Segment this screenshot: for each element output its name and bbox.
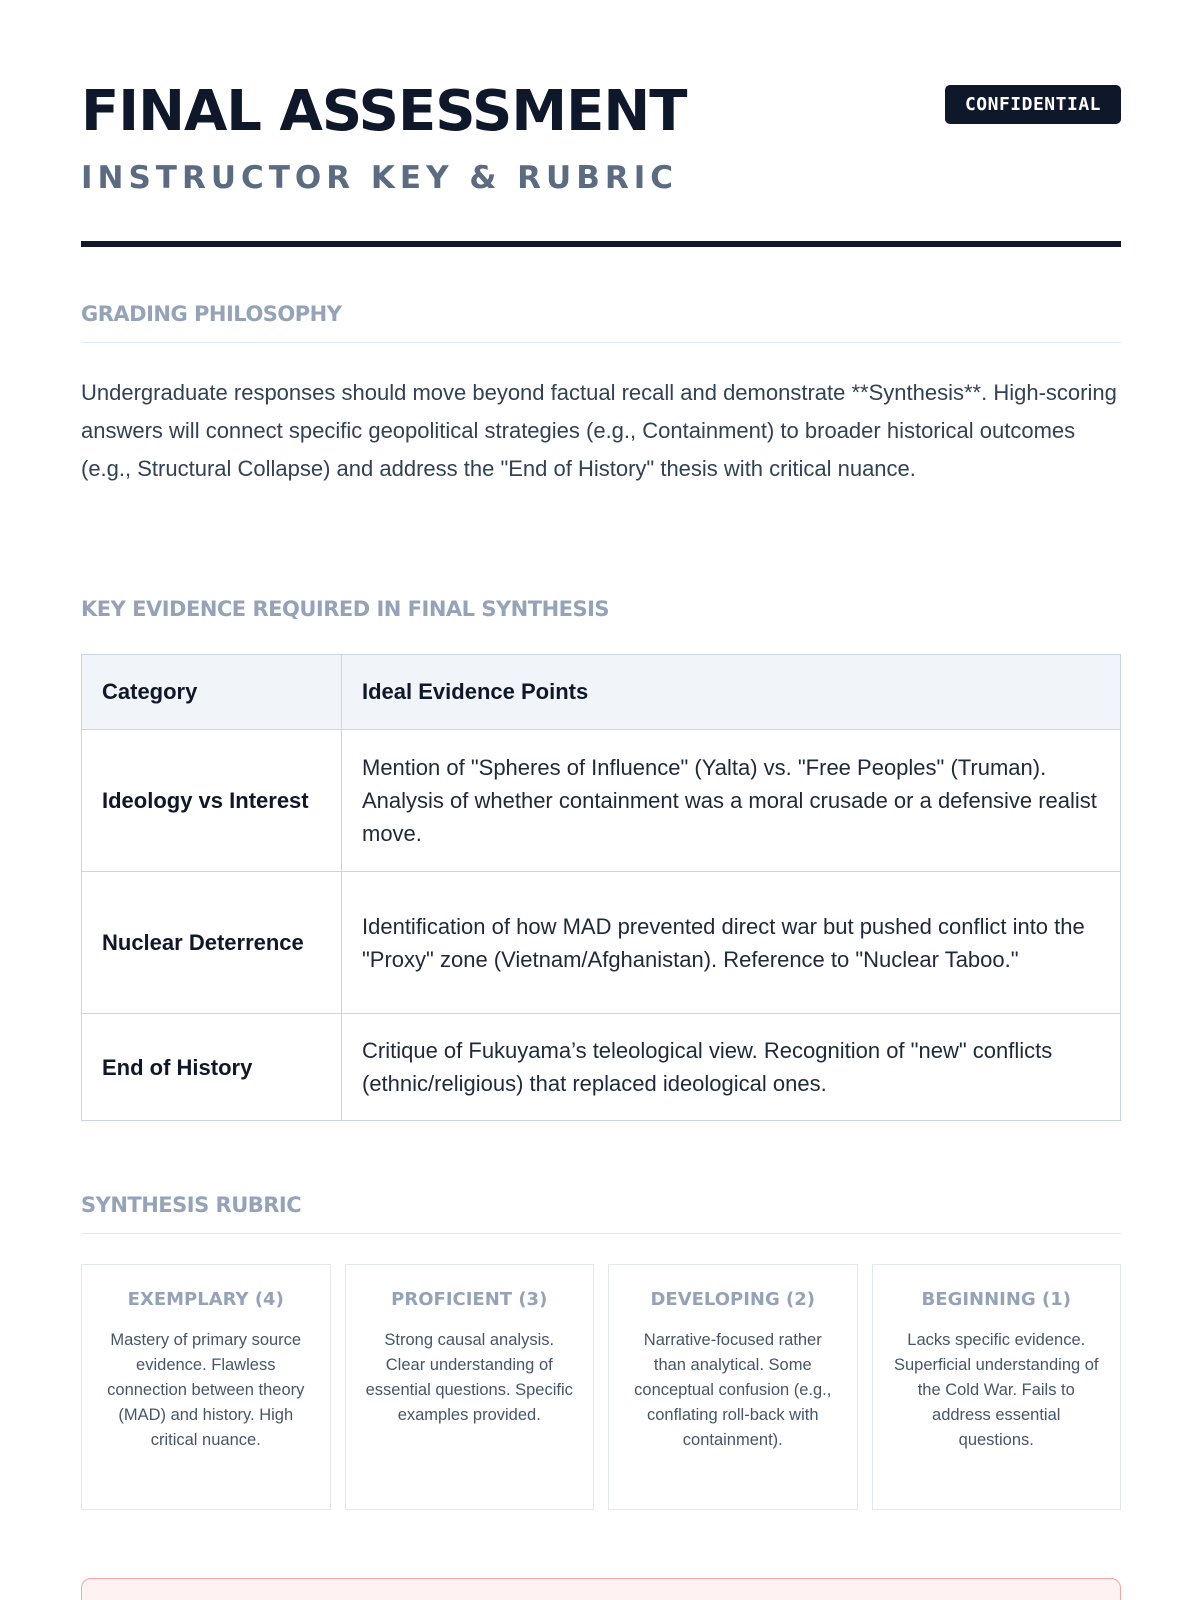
column-header-evidence: Ideal Evidence Points xyxy=(342,655,1121,730)
rubric-card-exemplary xyxy=(81,1264,331,1510)
rubric-level-label: DEVELOPING (2) xyxy=(650,1289,816,1310)
grading-philosophy-heading: GRADING PHILOSOPHY xyxy=(81,302,1121,343)
rubric-level-description: Narrative-focused rather than analytical. Some conceptual confusion (e.g., conflating roll-back with containment). xyxy=(634,1331,832,1449)
rubric-level-description: Lacks specific evidence. Superficial understanding of the Cold War. Fails to address essential questions. xyxy=(893,1331,1099,1449)
table-row xyxy=(82,730,1121,872)
rubric-card-beginning xyxy=(872,1264,1122,1510)
key-evidence-heading: KEY EVIDENCE REQUIRED IN FINAL SYNTHESIS xyxy=(81,597,610,621)
grading-philosophy-text: Undergraduate responses should move beyond factual recall and demonstrate **Synthesis**. High-scoring answers will connect specific geopolitical strategies (e.g., Containment) to broader historical outcomes (e.g., Structural Collapse) and address the "End of History" thesis with critical nuance. xyxy=(81,380,1117,481)
document-header xyxy=(81,0,1121,247)
rubric-level-description: Mastery of primary source evidence. Flawless connection between theory (MAD) and history. High critical nuance. xyxy=(107,1331,305,1449)
rubric-level-label: PROFICIENT (3) xyxy=(391,1289,548,1310)
rubric-level-description: Strong causal analysis. Clear understanding of essential questions. Specific examples provided. xyxy=(365,1331,573,1424)
rubric-level-label: BEGINNING (1) xyxy=(921,1289,1071,1310)
category-cell: Ideology vs Interest xyxy=(82,730,342,872)
category-cell: Nuclear Deterrence xyxy=(82,872,342,1014)
evidence-table xyxy=(81,654,1121,1121)
rubric-level-label: EXEMPLARY (4) xyxy=(127,1289,284,1310)
evidence-cell: Critique of Fukuyama’s teleological view. Recognition of "new" conflicts (ethnic/religious) that replaced ideological ones. xyxy=(342,1014,1121,1121)
alert-box xyxy=(81,1578,1121,1600)
assessment-page xyxy=(81,0,1121,1449)
confidential-badge: CONFIDENTIAL xyxy=(945,85,1121,124)
evidence-cell: Mention of "Spheres of Influence" (Yalta) vs. "Free Peoples" (Truman). Analysis of whether containment was a moral crusade or a defensive realist move. xyxy=(342,730,1121,872)
page-subtitle: INSTRUCTOR KEY & RUBRIC xyxy=(81,160,678,196)
evidence-cell: Identification of how MAD prevented direct war but pushed conflict into the "Proxy" zone (Vietnam/Afghanistan). Reference to "Nuclear Taboo." xyxy=(342,872,1121,1014)
rubric-cards xyxy=(81,1264,1121,1510)
rubric-card-proficient xyxy=(345,1264,595,1510)
table-row xyxy=(82,1014,1121,1121)
column-header-category: Category xyxy=(82,655,342,730)
table-header-row xyxy=(82,655,1121,730)
synthesis-rubric-heading: SYNTHESIS RUBRIC xyxy=(81,1193,1121,1234)
rubric-card-developing xyxy=(608,1264,858,1510)
page-title: FINAL ASSESSMENT xyxy=(81,79,687,144)
category-cell: End of History xyxy=(82,1014,342,1121)
table-row xyxy=(82,872,1121,1014)
